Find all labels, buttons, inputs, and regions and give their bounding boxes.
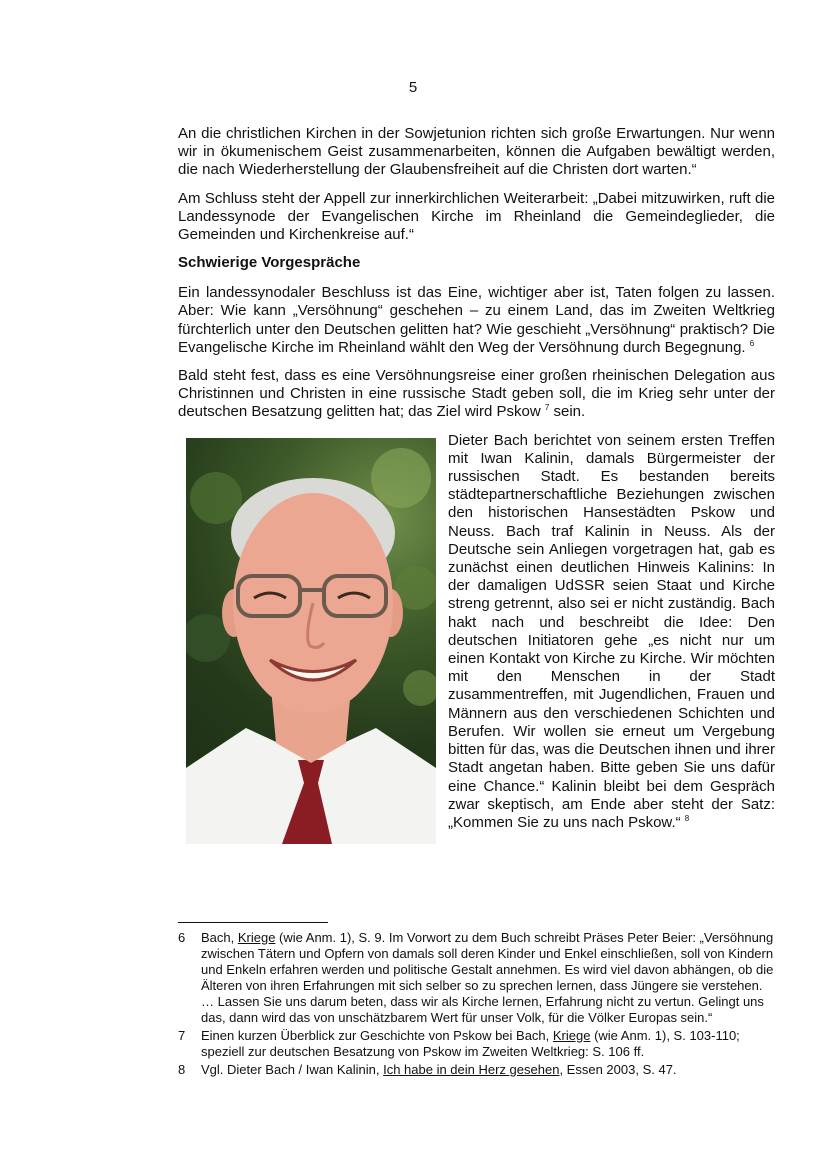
footnote-6 [178,930,778,1026]
footnote-number: 8 [178,1062,186,1077]
paragraph-3-text: Ein landessynodaler Beschluss ist das Eine, wichtiger aber ist, Taten folgen zu lassen. Aber: Wie kann „Versöhnung“ geschehen – zu einem Land, das im Zweiten Weltkrieg fürchterlich unter den Deutschen gelitten hat? Wie geschieht „Versöhnung“ praktisch? Die Evangelische Kirche im Rheinland wählt den Weg der Versöhnung durch Begegnung. [178,284,775,356]
footnote-text [201,1062,778,1078]
section-heading: Schwierige Vorgespräche [178,254,361,272]
footnote-post: , Essen 2003, S. 47. [559,1062,677,1077]
footnote-ref-6[interactable]: 6 [749,338,755,348]
footnote-pre: Vgl. Dieter Bach / Iwan Kalinin, [201,1062,384,1077]
side-paragraph [448,432,775,832]
figure-row [186,432,775,844]
portrait-illustration [186,438,436,844]
footnote-8 [178,1062,778,1078]
portrait-photo [186,438,436,844]
main-text [178,125,775,844]
book-title-link[interactable]: Kriege [552,1028,591,1043]
paragraph-3 [178,284,775,357]
paragraph-1: An die christlichen Kirchen in der Sowjetunion richten sich große Erwartungen. Nur wenn wir in ökumenischem Geist zusammenarbeiten, können die Aufgaben bewältigt werden, die nach Wiederherstellung der Glaubensfreiheit auf die Christen dort warten.“ [178,125,775,179]
paragraph-4 [178,367,775,422]
footnote-post: (wie Anm. 1), S. 103-110; speziell zur deutschen Besatzung von Pskow im Zweiten Weltkrieg: S. 106 ff. [201,1028,740,1059]
footnotes [178,930,778,1080]
footnote-pre: Einen kurzen Überblick zur Geschichte von Pskow bei Bach, [201,1028,553,1043]
side-paragraph-text: Dieter Bach berichtet von seinem ersten Treffen mit Iwan Kalinin, damals Bürgermeister der russischen Stadt. Es bestanden bereits städtepartnerschaftliche Beziehungen zwischen den historischen Hansestädten Pskow und Neuss. Bach traf Kalinin in Neuss. Als der Deutsche sein Anliegen vorgetragen hat, gab es zunächst einen deutlichen Hinweis Kalinins: In der damaligen UdSSR seien Staat und Kirche streng getrennt, also sei er nicht zuständig. Bach hakt nach und beschreibt die Idee: Den deutschen Initiatoren gehe „es nicht nur um einen Kontakt von Kirche zu Kirche. Wir möchten mit den Menschen in der Stadt zusammentreffen, mit Jugendlichen, Frauen und Männern aus den verschiedenen Schichten und Berufen. Wir wollen sie erneut um Vergebung bitten für das, was die Deutschen ihnen und ihrer Stadt angetan haben. Bitte geben Sie uns dafür eine Chance.“ Kalinin bleibt bei dem Gespräch zwar skeptisch, am Ende aber steht der Satz: „Kommen Sie zu uns nach Pskow.“ [448,431,775,831]
footnote-text [201,1028,778,1060]
footnote-number: 7 [178,1028,186,1043]
footnote-text [201,930,778,1026]
footnote-number: 6 [178,930,186,945]
footnote-divider [178,922,328,923]
paragraph-4-tail: sein. [549,403,586,421]
footnote-ref-8[interactable]: 8 [684,813,690,823]
footnote-7 [178,1028,778,1060]
page-number: 5 [408,79,418,96]
book-title-link[interactable]: Ich habe in dein Herz gesehen [383,1062,560,1077]
paragraph-2: Am Schluss steht der Appell zur innerkirchlichen Weiterarbeit: „Dabei mitzuwirken, ruft die Landessynode der Evangelischen Kirche im Rheinland die Gemeindeglieder, die Gemeinden und Kirchenkreise auf.“ [178,189,775,244]
footnote-ref-7[interactable]: 7 [544,403,550,413]
footnote-pre: Bach, [201,930,238,945]
footnote-post: (wie Anm. 1), S. 9. Im Vorwort zu dem Buch schreibt Präses Peter Beier: „Versöhnung zwischen Tätern und Opfern von damals soll deren Kinder und Enkel einschließen, soll von Kindern und Enkeln erfahren werden und politische Gestalt annehmen. Es wird viel davon abhängen, ob die Älteren von ihren Erfahrungen mit sich selber so zu sprechen lernen, dass Jüngere sie verstehen. … Lassen Sie uns darum beten, dass wir als Kirche lernen, Erfahrung nicht zu vertun. Gelingt uns das, dann wird das von unschätzbarem Wert für unser Volk, für die Völker Europas sein.“ [201,930,774,1025]
paragraph-4-text: Bald steht fest, dass es eine Versöhnungsreise einer großen rheinischen Delegation aus Christinnen und Christen in eine russische Stadt geben soll, die im Krieg sehr unter der deutschen Besatzung gelitten hat; das Ziel wird Pskow [178,367,775,421]
book-title-link[interactable]: Kriege [237,930,276,945]
